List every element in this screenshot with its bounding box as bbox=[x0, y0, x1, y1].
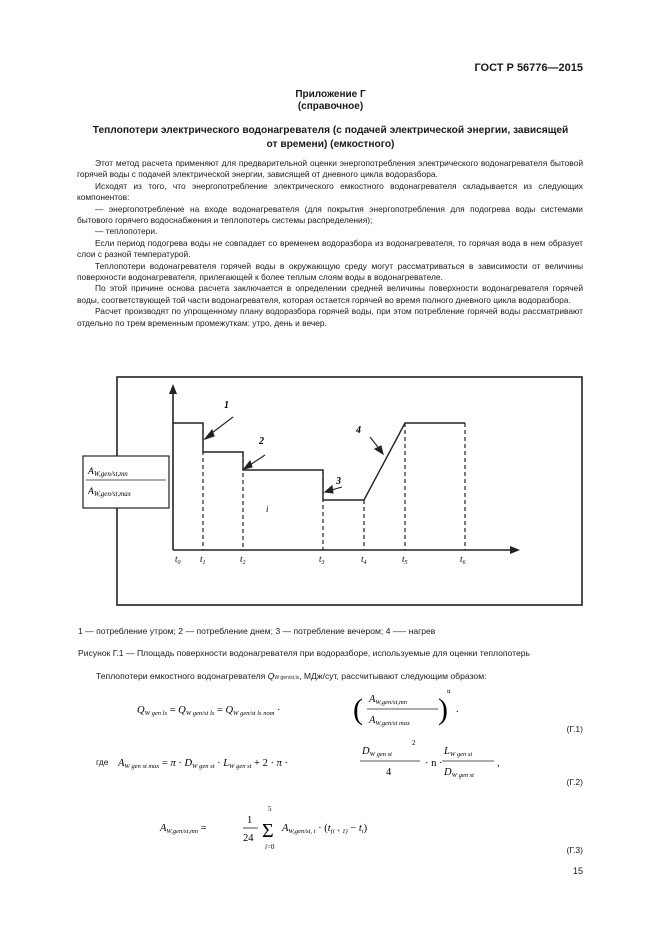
tick-t6: $t_6$ bbox=[460, 554, 466, 566]
svg-text:AW,gen/st,mn: AW,gen/st,mn bbox=[369, 694, 407, 706]
tick-t3: $t_3$ bbox=[319, 554, 325, 566]
tick-t1: $t_1$ bbox=[200, 554, 206, 566]
svg-text:AW,gen/st, i · (t(i + 1) − ti): AW,gen/st, i · (t(i + 1) − ti) bbox=[282, 823, 368, 835]
svg-text:AW,gen/st,mn =: AW,gen/st,mn = bbox=[160, 823, 207, 835]
paragraph: Исходят из того, что энергопотребление электрического емкостного водонагревателя складывается из следующих компонентов: bbox=[77, 180, 583, 203]
annex-subtitle: (справочное) bbox=[297, 101, 364, 112]
figure-frame bbox=[117, 377, 582, 605]
formula-intro-suffix: , МДж/сут, рассчитывают следующим образом: bbox=[299, 671, 487, 681]
figure-caption: Рисунок Г.1 — Площадь поверхности водонагревателя при водоразборе, используемые для оценки теплопотерь bbox=[78, 648, 531, 658]
x-axis-arrow bbox=[510, 546, 520, 554]
equation-g1 bbox=[137, 687, 459, 727]
equation-number-g1: (Г.1) bbox=[566, 724, 583, 734]
svg-text:.: . bbox=[456, 704, 459, 715]
callout-2: 2 bbox=[259, 436, 264, 447]
equation-g3 bbox=[159, 805, 368, 851]
callout-1: 1 bbox=[224, 400, 229, 411]
equation-g2 bbox=[117, 739, 500, 779]
svg-text:AW,gen/st max: AW,gen/st max bbox=[369, 715, 410, 727]
annex-title: Приложение Г bbox=[295, 89, 366, 100]
callout-3: 3 bbox=[336, 476, 341, 487]
svg-text:): ) bbox=[438, 693, 448, 726]
area-profile-line bbox=[173, 423, 465, 500]
svg-text:2: 2 bbox=[412, 739, 416, 747]
svg-text:,: , bbox=[497, 758, 500, 769]
page-number: 15 bbox=[572, 866, 583, 876]
formula-intro bbox=[96, 671, 487, 681]
svg-text:24: 24 bbox=[243, 833, 254, 844]
paragraph: Теплопотери водонагревателя горячей воды в окружающую среду могут рассматриваться в зависимости от величины поверхности водонагревателя, прилегающей к более теплым слоям воды в водонагревателе. bbox=[77, 260, 583, 283]
tick-t0: $t_0$ bbox=[175, 554, 181, 566]
formula-intro-prefix: Теплопотери емкостного водонагревателя bbox=[96, 671, 266, 681]
tick-labels bbox=[175, 554, 466, 566]
figure-legend: 1 — потребление утром; 2 — потребление днем; 3 — потребление вечером; 4 —– нагрев bbox=[78, 626, 436, 636]
equation-lead-word: где bbox=[96, 757, 109, 767]
svg-text:u: u bbox=[447, 687, 451, 695]
paragraph: — энергопотребление на входе водонагревателя (для покрытия энергопотребления для подогрева воды системами бытового горячего водоснабжения и теплопотерь системы распределения); bbox=[77, 203, 583, 226]
section-title-line1: Теплопотери электрического водонагревателя (с подачей электрической энергии, зависящей bbox=[92, 125, 569, 136]
y-label-top: $A_{W,gen/st,mn}$ bbox=[88, 467, 128, 478]
inner-label: i bbox=[266, 504, 269, 514]
y-label-bottom: $A_{W,gen/st,max}$ bbox=[88, 487, 131, 498]
y-label-box bbox=[83, 456, 169, 508]
svg-text:1: 1 bbox=[247, 815, 253, 826]
svg-text:DW gen st: DW gen st bbox=[444, 767, 474, 779]
paragraph: Расчет производят по упрощенному плану водоразбора горячей воды, при этом потребление горячей воды рассматривают отдельно по трем временным промежуткам: утро, день и вечер. bbox=[77, 306, 583, 328]
svg-text:AW gen st max = π · DW gen st: AW gen st max = π · DW gen st · LW gen st + 2 · π · bbox=[118, 758, 288, 770]
equation-number-g3: (Г.3) bbox=[566, 845, 583, 855]
svg-text:· n ·: · n · bbox=[425, 758, 443, 769]
paragraph: По этой причине основа расчета заключается в определении средней величины поверхности водонагревателя горячей воды, соответствующей той части водонагревателя, которая остается горячей во время полного дневного цикла водоразбора. bbox=[77, 283, 583, 305]
svg-text:Σ: Σ bbox=[262, 820, 274, 842]
svg-text:(: ( bbox=[353, 693, 363, 726]
paragraph: Этот метод расчета применяют для предварительной оценки энергопотребления электрического водонагревателя бытовой горячей воды с подачей электрической энергии, зависящей от дневного цикла водоразбора. bbox=[77, 158, 583, 180]
svg-text:5: 5 bbox=[268, 805, 272, 813]
paragraph: — теплопотери. bbox=[95, 226, 158, 237]
svg-text:DW gen st: DW gen st bbox=[362, 746, 392, 758]
callout-4: 4 bbox=[356, 425, 361, 436]
svg-text:QW gen ls = QW gen/st ls = QW: QW gen ls = QW gen/st ls = QW gen/st ls nom · bbox=[137, 705, 281, 717]
tick-t4: $t_4$ bbox=[361, 554, 367, 566]
tick-t5: $t_5$ bbox=[402, 554, 408, 566]
formula-intro-symbol: Q bbox=[267, 671, 275, 681]
time-gridlines bbox=[203, 423, 465, 550]
equation-number-g2: (Г.2) bbox=[566, 777, 583, 787]
tick-t2: $t_2$ bbox=[240, 554, 246, 566]
paragraph: Если период подогрева воды не совпадает со временем водоразбора из водонагревателя, то горячая вода в нем образует слои с разной температурой. bbox=[77, 237, 583, 260]
section-title-line2: от времени) (емкостного) bbox=[266, 139, 395, 150]
svg-text:i=0: i=0 bbox=[265, 843, 275, 851]
svg-text:LW gen st: LW gen st bbox=[444, 746, 473, 758]
formula-intro-subscript: W gen/st,ls bbox=[274, 675, 300, 681]
svg-text:4: 4 bbox=[386, 767, 392, 778]
y-axis-arrow bbox=[169, 384, 177, 394]
document-code: ГОСТ Р 56776—2015 bbox=[474, 62, 583, 74]
